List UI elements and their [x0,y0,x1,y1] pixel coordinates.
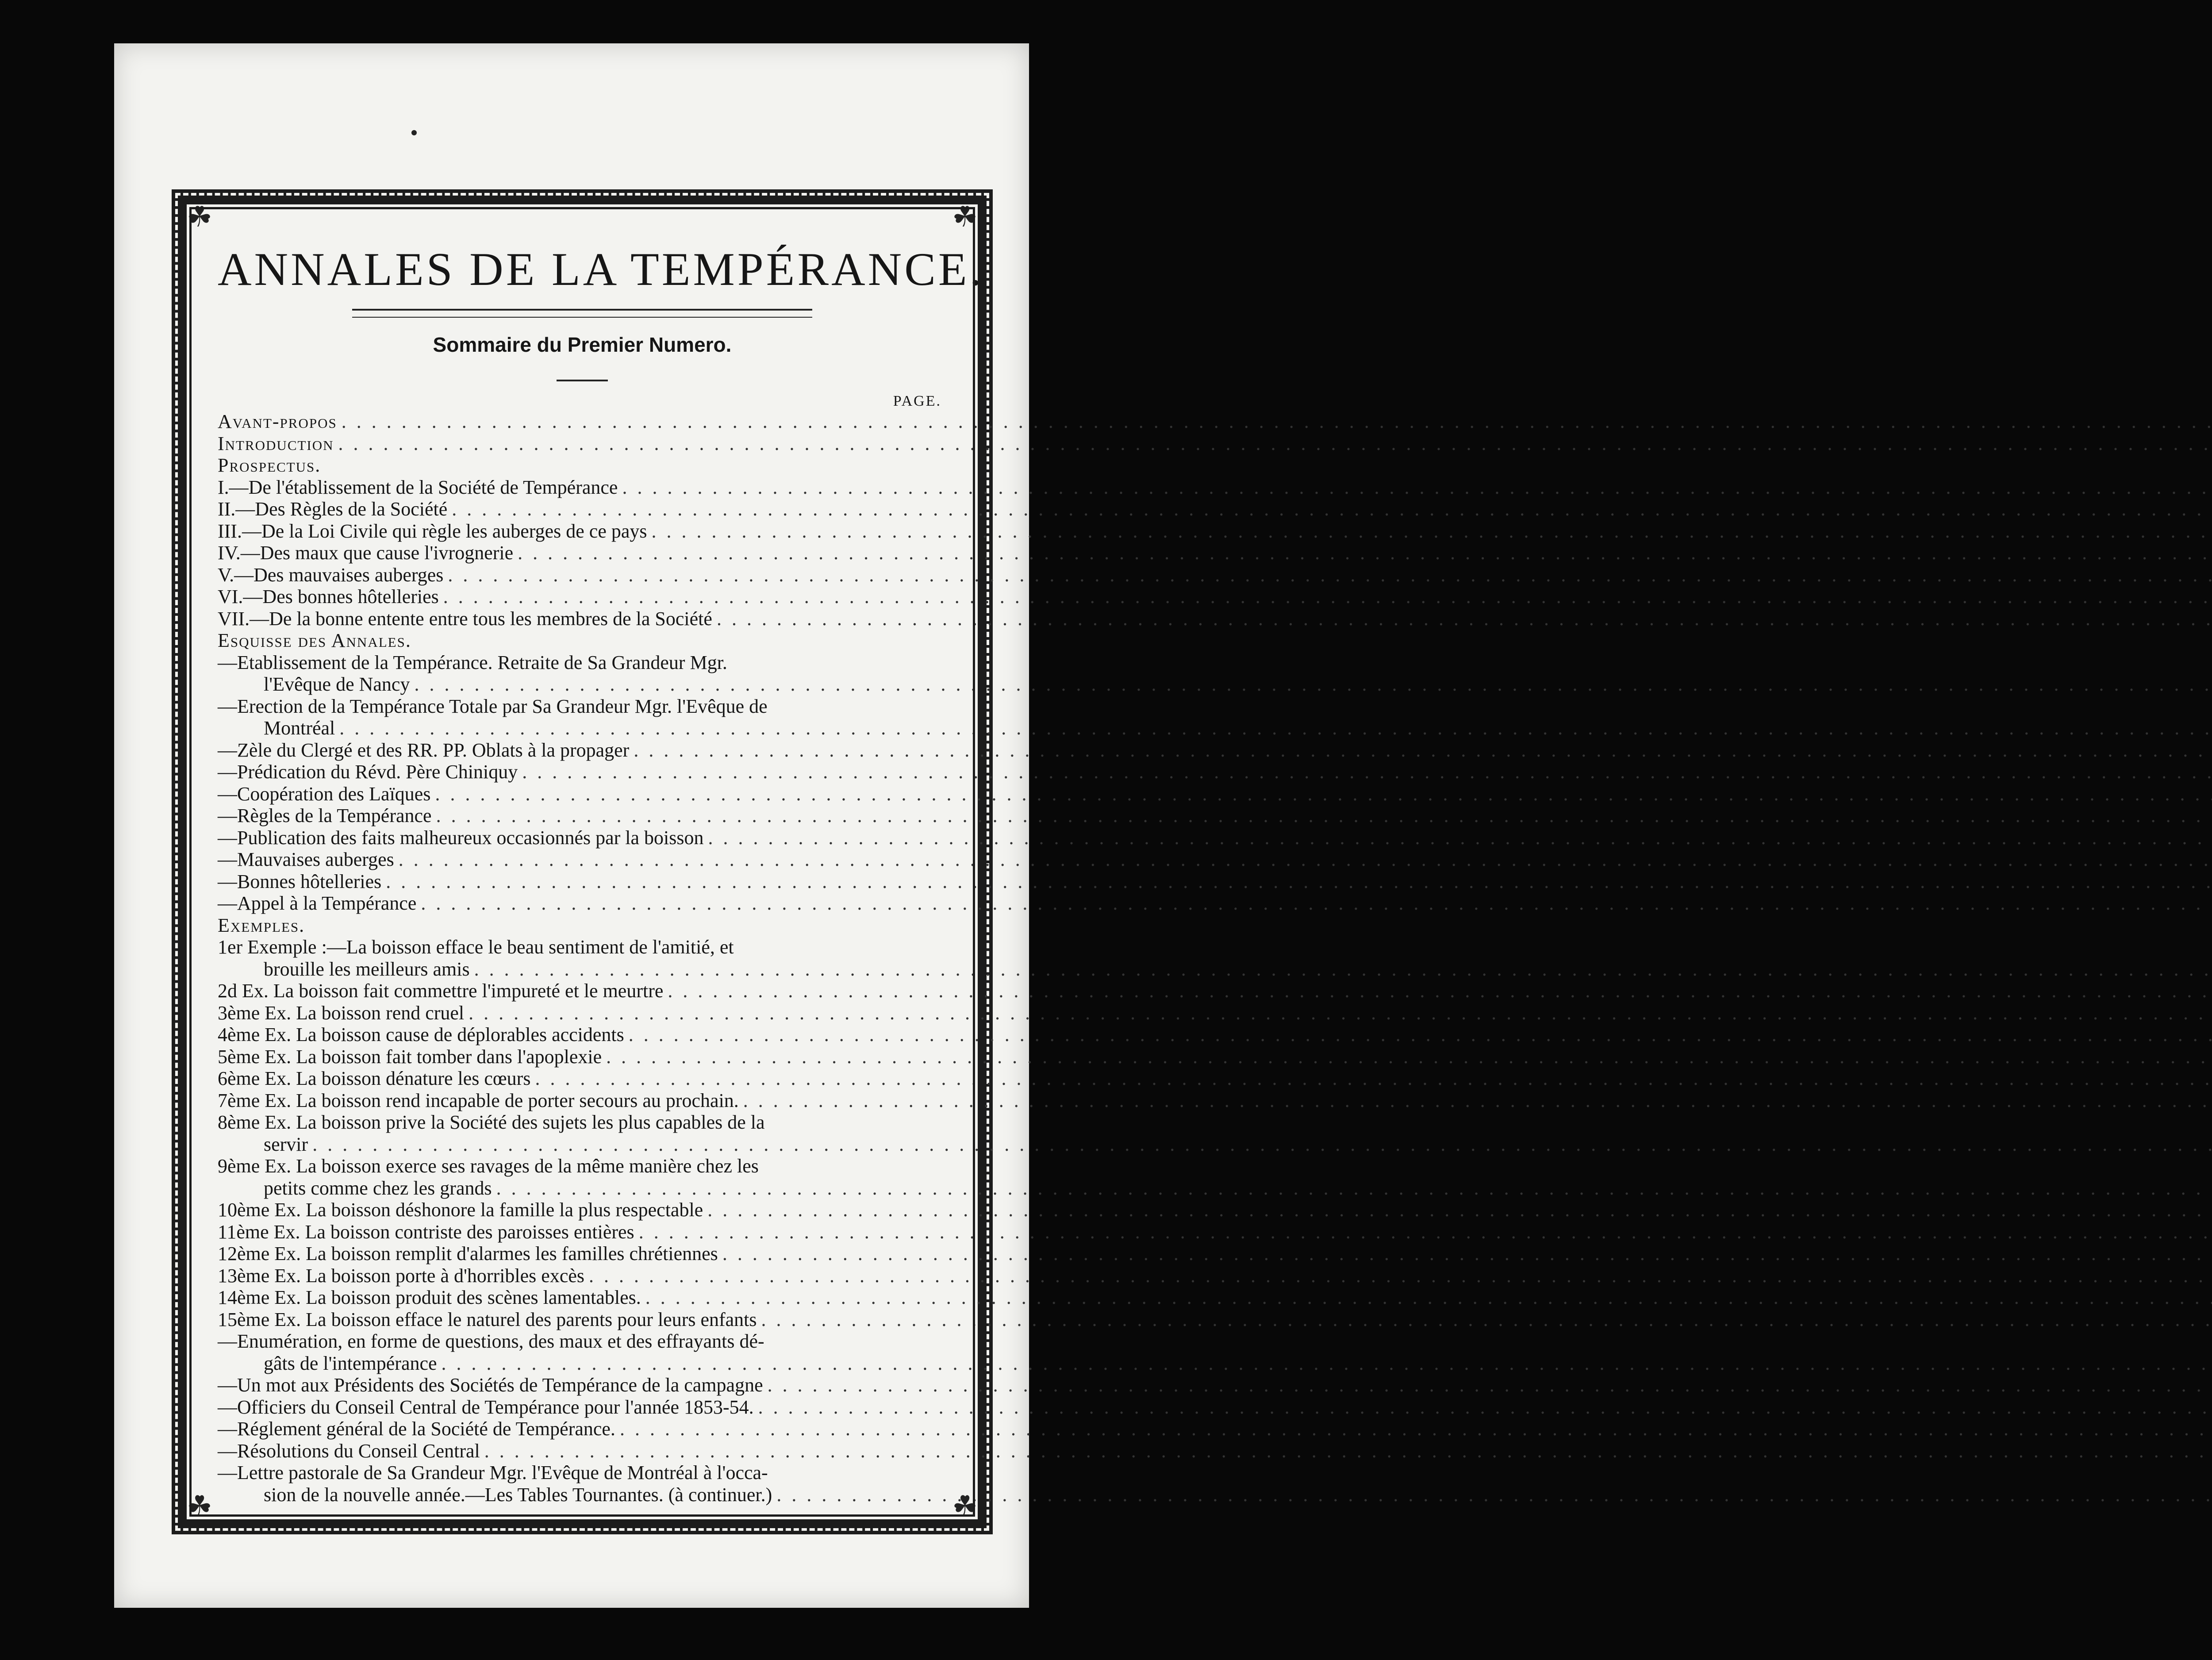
toc-entry [218,608,947,630]
toc-entry-title: Montréal [264,717,335,739]
toc-entry [218,739,947,761]
toc-entry [218,673,947,696]
toc-entry [218,652,947,674]
dot-leader [338,433,2212,455]
dot-leader [622,476,2212,499]
toc-entry [218,717,947,739]
toc-entry-title: servir [264,1133,308,1155]
dot-leader [452,498,2212,520]
ornamental-border [172,189,993,1534]
toc-entry [218,892,947,915]
dot-leader [668,980,2212,1002]
dot-leader [339,717,2212,739]
toc-entry [218,476,947,499]
toc-entry [218,1484,947,1506]
toc-entry-title: 5ème Ex. La boisson fait tomber dans l'apoplexie [218,1045,602,1068]
dot-leader [758,1396,2212,1418]
toc-entry-title: Avant-propos [218,411,337,432]
toc-entry-title: 2d Ex. La boisson fait commettre l'impureté et le meurtre [218,980,664,1002]
toc-entry-title: 14ème Ex. La boisson produit des scènes lamentables. [218,1287,641,1308]
table-of-contents [218,411,947,1506]
dot-leader [535,1068,2212,1090]
dot-leader [518,542,2212,564]
dot-leader [399,849,2212,871]
dot-leader [386,871,2212,893]
toc-entry-title: V.—Des mauvaises auberges [218,564,444,586]
dot-leader [448,564,2212,586]
trefoil-ornament-bottom-right-icon: ☘ [952,1491,978,1522]
toc-entry [218,827,947,849]
toc-entry-title: 6ème Ex. La boisson dénature les cœurs [218,1068,531,1089]
toc-entry [218,498,947,520]
toc-entry-title: 10ème Ex. La boisson déshonore la famille la plus respectable [218,1199,703,1221]
toc-entry [218,1418,947,1440]
toc-entry-title: Introduction [218,432,334,454]
toc-entry-title: I.—De l'établissement de la Société de Tempérance [218,476,618,498]
toc-entry [218,1177,947,1199]
toc-entry [218,1265,947,1287]
toc-entry [218,1046,947,1068]
toc-entry-title: petits comme chez les grands [264,1177,492,1199]
dot-leader [589,1265,2212,1287]
toc-entry-title: brouille les meilleurs amis [264,958,470,980]
toc-entry-title: Esquisse des Annales. [218,630,411,651]
dot-leader [761,1309,2212,1331]
dot-leader [606,1046,2212,1068]
toc-entry [218,696,947,718]
toc-entry [218,520,947,542]
trefoil-ornament-top-right-icon: ☘ [952,201,978,233]
dot-leader [436,805,2212,827]
toc-entry-title: 7ème Ex. La boisson rend incapable de porter secours au prochain. [218,1089,739,1111]
toc-entry-title: —Mauvaises auberges [218,849,394,870]
toc-entry [218,1199,947,1221]
dot-leader [639,1221,2212,1243]
dot-leader [522,761,2212,783]
toc-entry-title: Prospectus. [218,454,321,476]
trefoil-ornament-top-left-icon: ☘ [187,201,212,233]
toc-entry [218,783,947,805]
dot-leader [708,827,2212,849]
toc-entry-title: —Officiers du Conseil Central de Tempérance pour l'année 1853-54. [218,1396,754,1418]
toc-entry-title: VII.—De la bonne entente entre tous les membres de la Société [218,607,712,630]
toc-entry [218,586,947,608]
toc-entry [218,1440,947,1462]
dot-leader [435,783,2212,805]
toc-entry [218,1309,947,1331]
dot-leader [717,608,2212,630]
toc-entry [218,1353,947,1375]
trefoil-ornament-bottom-left-icon: ☘ [187,1491,212,1522]
toc-entry-title: 3ème Ex. La boisson rend cruel [218,1002,465,1024]
toc-entry-title: 12ème Ex. La boisson remplit d'alarmes les familles chrétiennes [218,1243,718,1264]
toc-entry-title: 11ème Ex. La boisson contriste des paroisses entières [218,1221,634,1243]
toc-entry [218,1396,947,1418]
toc-entry-title: gâts de l'intempérance [264,1352,437,1374]
toc-entry-title: —Réglement général de la Société de Tempérance. [218,1418,615,1440]
dot-leader [312,1134,2212,1156]
toc-entry [218,915,947,937]
toc-entry-title: Exemples. [218,914,305,936]
dot-leader [474,958,2212,980]
toc-entry [218,564,947,586]
toc-entry-title: 4ème Ex. La boisson cause de déplorables accidents [218,1024,624,1045]
toc-entry-title: —Etablissement de la Tempérance. Retraite de Sa Grandeur Mgr. [218,651,727,673]
toc-entry [218,761,947,783]
toc-entry-title: —Erection de la Tempérance Totale par Sa Grandeur Mgr. l'Evêque de [218,695,768,717]
toc-entry [218,1330,947,1353]
toc-entry [218,411,947,433]
toc-entry [218,1002,947,1024]
page-title: ANNALES DE LA TEMPÉRANCE. [218,243,984,295]
toc-entry [218,1068,947,1090]
dot-leader [414,673,2212,696]
toc-entry-title: —Règles de la Tempérance [218,805,432,826]
dot-leader [707,1199,2212,1221]
dot-leader [652,520,2212,542]
toc-entry [218,433,947,455]
dot-leader [722,1243,2212,1265]
toc-entry-title: 9ème Ex. La boisson exerce ses ravages de la même manière chez les [218,1155,759,1177]
toc-entry-title: —Résolutions du Conseil Central [218,1440,480,1462]
dot-leader [421,892,2212,915]
toc-entry [218,1111,947,1134]
dot-leader [484,1440,2212,1462]
toc-entry-title: —Appel à la Tempérance [218,892,417,914]
toc-entry-title: 15ème Ex. La boisson efface le naturel des parents pour leurs enfants [218,1308,757,1330]
toc-entry-title: 8ème Ex. La boisson prive la Société des sujets les plus capables de la [218,1111,765,1133]
toc-entry-title: IV.—Des maux que cause l'ivrognerie [218,542,514,564]
toc-entry-title: sion de la nouvelle année.—Les Tables Tournantes. (à continuer.) [264,1483,772,1506]
toc-entry [218,1374,947,1396]
toc-entry [218,1462,947,1484]
subtitle-rule [557,380,608,381]
toc-entry [218,542,947,564]
toc-entry [218,1243,947,1265]
ink-dot [411,130,417,135]
toc-entry-title: III.—De la Loi Civile qui règle les auberges de ce pays [218,520,647,542]
toc-entry-title: l'Evêque de Nancy [264,673,410,695]
toc-entry-title: —Lettre pastorale de Sa Grandeur Mgr. l'Evêque de Montréal à l'occa- [218,1462,768,1483]
toc-entry [218,871,947,893]
toc-entry-title: —Un mot aux Présidents des Sociétés de Tempérance de la campagne [218,1374,763,1396]
toc-entry [218,454,947,476]
title-double-rule [352,309,812,318]
toc-entry [218,630,947,652]
toc-entry [218,1287,947,1309]
dot-leader [443,586,2212,608]
toc-entry-title: —Bonnes hôtelleries [218,870,382,892]
toc-entry-title: 1er Exemple :—La boisson efface le beau sentiment de l'amitié, et [218,936,734,958]
dot-leader [620,1418,2212,1440]
toc-entry-title: —Enumération, en forme de questions, des maux et des effrayants dé- [218,1330,764,1352]
toc-entry-title: —Publication des faits malheureux occasionnés par la boisson [218,826,704,849]
dot-leader [768,1374,2212,1396]
dot-leader [776,1484,2212,1506]
dot-leader [342,411,2212,433]
dot-leader [743,1090,2212,1112]
toc-entry-title: VI.—Des bonnes hôtelleries [218,586,439,607]
dot-leader [634,739,2212,761]
toc-entry [218,936,947,958]
toc-entry-title: —Prédication du Révd. Père Chiniquy [218,761,518,783]
dot-leader [496,1177,2212,1199]
dot-leader [645,1287,2212,1309]
subtitle: Sommaire du Premier Numero. [433,333,732,356]
toc-entry-title: —Coopération des Laïques [218,783,431,805]
dot-leader [629,1024,2212,1046]
toc-entry-title: II.—Des Règles de la Société [218,498,448,520]
toc-entry [218,1090,947,1112]
contents-area [218,231,984,1506]
toc-entry [218,958,947,980]
toc-entry-title: 13ème Ex. La boisson porte à d'horribles excès [218,1264,585,1287]
toc-entry [218,1155,947,1177]
toc-entry [218,849,947,871]
toc-entry-title: —Zèle du Clergé et des RR. PP. Oblats à la propager [218,739,630,761]
toc-entry [218,1024,947,1046]
toc-entry [218,805,947,827]
toc-entry [218,1134,947,1156]
page-column-header: PAGE. [893,393,941,409]
dot-leader [469,1002,2212,1024]
toc-entry [218,1221,947,1243]
toc-entry [218,980,947,1002]
dot-leader [442,1353,2212,1375]
